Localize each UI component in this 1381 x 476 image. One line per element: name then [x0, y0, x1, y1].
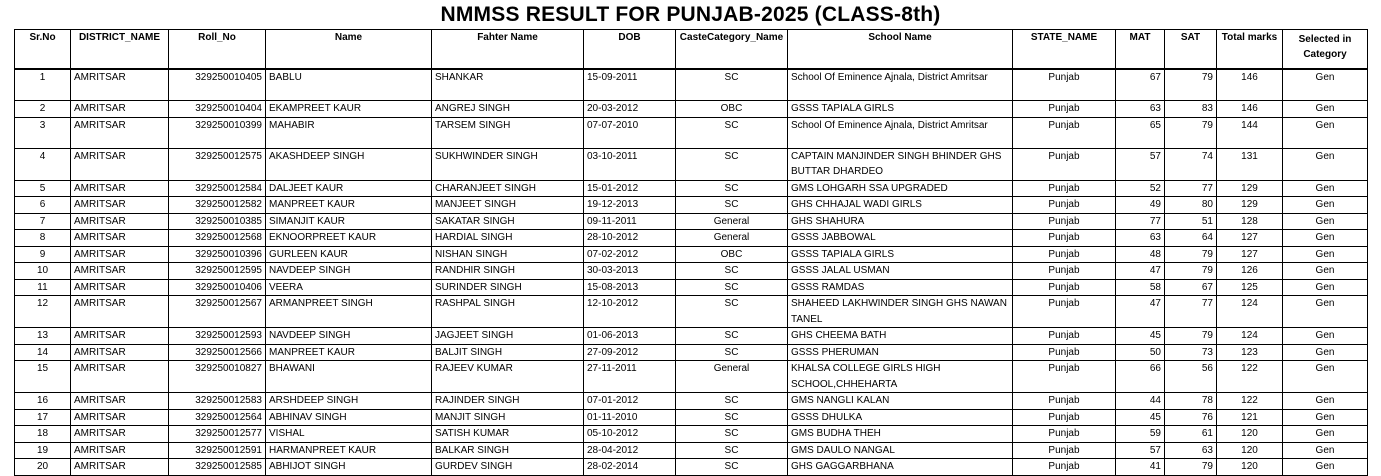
- table-row: [15, 426, 1368, 443]
- header-selected-category: Selected in Category: [1283, 30, 1368, 70]
- cell-state: Punjab: [1013, 213, 1116, 230]
- cell-mat: 49: [1116, 197, 1165, 214]
- cell-school-name: GSSS JABBOWAL: [788, 230, 1013, 247]
- cell-sr-no: 2: [15, 101, 71, 118]
- cell-total-marks: 124: [1217, 328, 1283, 345]
- cell-state: Punjab: [1013, 442, 1116, 459]
- cell-roll-no: 329250012566: [169, 344, 266, 361]
- cell-sr-no: 13: [15, 328, 71, 345]
- table-row: [15, 459, 1368, 476]
- cell-sr-no: 4: [15, 148, 71, 180]
- cell-mat: 63: [1116, 101, 1165, 118]
- cell-father-name: MANJEET SINGH: [432, 197, 584, 214]
- cell-mat: 57: [1116, 148, 1165, 180]
- cell-school-name: GMS LOHGARH SSA UPGRADED: [788, 180, 1013, 197]
- cell-roll-no: 329250012577: [169, 426, 266, 443]
- cell-mat: 45: [1116, 328, 1165, 345]
- page-title: NMMSS RESULT FOR PUNJAB-2025 (CLASS-8th): [440, 3, 941, 26]
- cell-school-name: GHS CHHAJAL WADI GIRLS: [788, 197, 1013, 214]
- cell-state: Punjab: [1013, 69, 1116, 101]
- cell-caste: SC: [676, 426, 788, 443]
- cell-father-name: RAJINDER SINGH: [432, 393, 584, 410]
- cell-roll-no: 329250012584: [169, 180, 266, 197]
- cell-mat: 45: [1116, 409, 1165, 426]
- cell-mat: 59: [1116, 426, 1165, 443]
- cell-total-marks: 120: [1217, 459, 1283, 476]
- cell-sat: 64: [1165, 230, 1217, 247]
- table-row: [15, 213, 1368, 230]
- cell-district: AMRITSAR: [71, 393, 169, 410]
- cell-sat: 77: [1165, 180, 1217, 197]
- cell-name: ARMANPREET SINGH: [266, 296, 432, 328]
- cell-caste: General: [676, 361, 788, 393]
- cell-sat: 79: [1165, 246, 1217, 263]
- cell-sr-no: 20: [15, 459, 71, 476]
- cell-mat: 77: [1116, 213, 1165, 230]
- cell-dob: 27-11-2011: [584, 361, 676, 393]
- cell-total-marks: 122: [1217, 393, 1283, 410]
- cell-school-name: GSSS TAPIALA GIRLS: [788, 101, 1013, 118]
- cell-total-marks: 128: [1217, 213, 1283, 230]
- cell-total-marks: 127: [1217, 230, 1283, 247]
- cell-roll-no: 329250010406: [169, 279, 266, 296]
- cell-total-marks: 120: [1217, 442, 1283, 459]
- cell-district: AMRITSAR: [71, 459, 169, 476]
- header-school-name: School Name: [788, 30, 1013, 70]
- cell-selected-category: Gen: [1283, 148, 1368, 180]
- cell-mat: 52: [1116, 180, 1165, 197]
- cell-state: Punjab: [1013, 117, 1116, 148]
- cell-total-marks: 127: [1217, 246, 1283, 263]
- cell-caste: SC: [676, 279, 788, 296]
- cell-name: SIMANJIT KAUR: [266, 213, 432, 230]
- table-body: [15, 69, 1368, 475]
- cell-selected-category: Gen: [1283, 69, 1368, 101]
- cell-caste: SC: [676, 296, 788, 328]
- cell-name: ARSHDEEP SINGH: [266, 393, 432, 410]
- table-row: [15, 393, 1368, 410]
- cell-district: AMRITSAR: [71, 279, 169, 296]
- cell-state: Punjab: [1013, 426, 1116, 443]
- cell-dob: 07-07-2010: [584, 117, 676, 148]
- cell-caste: SC: [676, 409, 788, 426]
- cell-name: EKAMPREET KAUR: [266, 101, 432, 118]
- cell-sr-no: 14: [15, 344, 71, 361]
- cell-state: Punjab: [1013, 393, 1116, 410]
- cell-selected-category: Gen: [1283, 117, 1368, 148]
- cell-school-name: School Of Eminence Ajnala, District Amritsar: [788, 69, 1013, 101]
- cell-sat: 67: [1165, 279, 1217, 296]
- cell-name: MANPREET KAUR: [266, 197, 432, 214]
- cell-roll-no: 329250010396: [169, 246, 266, 263]
- header-sr-no: Sr.No: [15, 30, 71, 70]
- cell-total-marks: 122: [1217, 361, 1283, 393]
- cell-selected-category: Gen: [1283, 361, 1368, 393]
- cell-name: VEERA: [266, 279, 432, 296]
- cell-dob: 19-12-2013: [584, 197, 676, 214]
- table-row: [15, 361, 1368, 393]
- cell-father-name: SUKHWINDER SINGH: [432, 148, 584, 180]
- cell-sr-no: 11: [15, 279, 71, 296]
- cell-father-name: ANGREJ SINGH: [432, 101, 584, 118]
- cell-selected-category: Gen: [1283, 263, 1368, 280]
- cell-mat: 50: [1116, 344, 1165, 361]
- cell-selected-category: Gen: [1283, 101, 1368, 118]
- cell-sat: 78: [1165, 393, 1217, 410]
- cell-name: NAVDEEP SINGH: [266, 328, 432, 345]
- cell-school-name: GHS GAGGARBHANA: [788, 459, 1013, 476]
- cell-mat: 66: [1116, 361, 1165, 393]
- cell-sr-no: 12: [15, 296, 71, 328]
- cell-school-name: GHS CHEEMA BATH: [788, 328, 1013, 345]
- header-total-marks: Total marks: [1217, 30, 1283, 70]
- cell-school-name: GMS BUDHA THEH: [788, 426, 1013, 443]
- table-row: [15, 148, 1368, 180]
- cell-sat: 61: [1165, 426, 1217, 443]
- cell-sat: 77: [1165, 296, 1217, 328]
- cell-mat: 57: [1116, 442, 1165, 459]
- cell-state: Punjab: [1013, 296, 1116, 328]
- cell-roll-no: 329250012593: [169, 328, 266, 345]
- cell-selected-category: Gen: [1283, 442, 1368, 459]
- cell-father-name: SATISH KUMAR: [432, 426, 584, 443]
- cell-sat: 63: [1165, 442, 1217, 459]
- cell-selected-category: Gen: [1283, 459, 1368, 476]
- cell-roll-no: 329250012568: [169, 230, 266, 247]
- table-row: [15, 344, 1368, 361]
- cell-name: AKASHDEEP SINGH: [266, 148, 432, 180]
- cell-sat: 79: [1165, 69, 1217, 101]
- cell-caste: General: [676, 213, 788, 230]
- header-district-name: DISTRICT_NAME: [71, 30, 169, 70]
- cell-total-marks: 129: [1217, 180, 1283, 197]
- cell-father-name: HARDIAL SINGH: [432, 230, 584, 247]
- header-roll-no: Roll_No: [169, 30, 266, 70]
- cell-name: NAVDEEP SINGH: [266, 263, 432, 280]
- cell-sat: 76: [1165, 409, 1217, 426]
- cell-school-name: School Of Eminence Ajnala, District Amritsar: [788, 117, 1013, 148]
- cell-selected-category: Gen: [1283, 426, 1368, 443]
- cell-dob: 28-02-2014: [584, 459, 676, 476]
- cell-dob: 09-11-2011: [584, 213, 676, 230]
- cell-district: AMRITSAR: [71, 328, 169, 345]
- cell-dob: 07-01-2012: [584, 393, 676, 410]
- cell-state: Punjab: [1013, 459, 1116, 476]
- header-dob: DOB: [584, 30, 676, 70]
- cell-state: Punjab: [1013, 230, 1116, 247]
- cell-caste: SC: [676, 117, 788, 148]
- cell-selected-category: Gen: [1283, 180, 1368, 197]
- cell-roll-no: 329250012582: [169, 197, 266, 214]
- cell-roll-no: 329250012591: [169, 442, 266, 459]
- cell-mat: 58: [1116, 279, 1165, 296]
- cell-name: ABHINAV SINGH: [266, 409, 432, 426]
- table-row: [15, 101, 1368, 118]
- cell-father-name: SHANKAR: [432, 69, 584, 101]
- cell-sat: 79: [1165, 117, 1217, 148]
- cell-mat: 47: [1116, 263, 1165, 280]
- table-row: [15, 197, 1368, 214]
- cell-name: HARMANPREET KAUR: [266, 442, 432, 459]
- cell-sat: 79: [1165, 459, 1217, 476]
- cell-father-name: RAJEEV KUMAR: [432, 361, 584, 393]
- cell-total-marks: 123: [1217, 344, 1283, 361]
- cell-mat: 65: [1116, 117, 1165, 148]
- cell-sat: 79: [1165, 328, 1217, 345]
- cell-caste: OBC: [676, 101, 788, 118]
- cell-sr-no: 16: [15, 393, 71, 410]
- cell-state: Punjab: [1013, 279, 1116, 296]
- cell-state: Punjab: [1013, 344, 1116, 361]
- cell-caste: SC: [676, 197, 788, 214]
- cell-sr-no: 6: [15, 197, 71, 214]
- cell-roll-no: 329250010404: [169, 101, 266, 118]
- cell-district: AMRITSAR: [71, 230, 169, 247]
- cell-caste: SC: [676, 459, 788, 476]
- cell-dob: 20-03-2012: [584, 101, 676, 118]
- cell-father-name: SURINDER SINGH: [432, 279, 584, 296]
- cell-selected-category: Gen: [1283, 393, 1368, 410]
- cell-total-marks: 126: [1217, 263, 1283, 280]
- table-row: [15, 180, 1368, 197]
- cell-caste: SC: [676, 148, 788, 180]
- cell-father-name: TARSEM SINGH: [432, 117, 584, 148]
- header-mat: MAT: [1116, 30, 1165, 70]
- cell-school-name: GSSS JALAL USMAN: [788, 263, 1013, 280]
- cell-roll-no: 329250012585: [169, 459, 266, 476]
- cell-caste: OBC: [676, 246, 788, 263]
- cell-father-name: GURDEV SINGH: [432, 459, 584, 476]
- cell-father-name: BALJIT SINGH: [432, 344, 584, 361]
- cell-district: AMRITSAR: [71, 180, 169, 197]
- cell-district: AMRITSAR: [71, 69, 169, 101]
- cell-sat: 83: [1165, 101, 1217, 118]
- cell-caste: SC: [676, 180, 788, 197]
- cell-dob: 01-06-2013: [584, 328, 676, 345]
- cell-district: AMRITSAR: [71, 213, 169, 230]
- cell-total-marks: 120: [1217, 426, 1283, 443]
- cell-state: Punjab: [1013, 409, 1116, 426]
- table-row: [15, 246, 1368, 263]
- cell-father-name: MANJIT SINGH: [432, 409, 584, 426]
- header-name: Name: [266, 30, 432, 70]
- cell-roll-no: 329250010399: [169, 117, 266, 148]
- cell-dob: 05-10-2012: [584, 426, 676, 443]
- cell-father-name: RANDHIR SINGH: [432, 263, 584, 280]
- results-table: [14, 29, 1368, 476]
- cell-district: AMRITSAR: [71, 296, 169, 328]
- cell-name: EKNOORPREET KAUR: [266, 230, 432, 247]
- cell-sr-no: 18: [15, 426, 71, 443]
- cell-caste: SC: [676, 442, 788, 459]
- cell-dob: 03-10-2011: [584, 148, 676, 180]
- cell-total-marks: 146: [1217, 101, 1283, 118]
- cell-dob: 12-10-2012: [584, 296, 676, 328]
- cell-mat: 48: [1116, 246, 1165, 263]
- cell-roll-no: 329250010385: [169, 213, 266, 230]
- cell-sat: 79: [1165, 263, 1217, 280]
- cell-dob: 28-04-2012: [584, 442, 676, 459]
- cell-sr-no: 7: [15, 213, 71, 230]
- table-row: [15, 230, 1368, 247]
- cell-selected-category: Gen: [1283, 328, 1368, 345]
- table-row: [15, 442, 1368, 459]
- cell-selected-category: Gen: [1283, 197, 1368, 214]
- cell-sr-no: 19: [15, 442, 71, 459]
- cell-roll-no: 329250012564: [169, 409, 266, 426]
- cell-state: Punjab: [1013, 361, 1116, 393]
- cell-dob: 01-11-2010: [584, 409, 676, 426]
- cell-dob: 15-01-2012: [584, 180, 676, 197]
- table-row: [15, 296, 1368, 328]
- cell-total-marks: 129: [1217, 197, 1283, 214]
- cell-father-name: RASHPAL SINGH: [432, 296, 584, 328]
- table-row: [15, 328, 1368, 345]
- cell-name: VISHAL: [266, 426, 432, 443]
- cell-caste: SC: [676, 69, 788, 101]
- cell-district: AMRITSAR: [71, 344, 169, 361]
- cell-roll-no: 329250010827: [169, 361, 266, 393]
- cell-dob: 30-03-2013: [584, 263, 676, 280]
- cell-selected-category: Gen: [1283, 279, 1368, 296]
- cell-dob: 15-09-2011: [584, 69, 676, 101]
- cell-father-name: BALKAR SINGH: [432, 442, 584, 459]
- cell-dob: 28-10-2012: [584, 230, 676, 247]
- cell-district: AMRITSAR: [71, 409, 169, 426]
- cell-school-name: GSSS DHULKA: [788, 409, 1013, 426]
- cell-state: Punjab: [1013, 197, 1116, 214]
- cell-school-name: KHALSA COLLEGE GIRLS HIGH SCHOOL,CHHEHARTA: [788, 361, 1013, 393]
- cell-school-name: GMS DAULO NANGAL: [788, 442, 1013, 459]
- cell-school-name: GSSS RAMDAS: [788, 279, 1013, 296]
- cell-district: AMRITSAR: [71, 361, 169, 393]
- cell-dob: 07-02-2012: [584, 246, 676, 263]
- cell-school-name: GMS NANGLI KALAN: [788, 393, 1013, 410]
- cell-state: Punjab: [1013, 328, 1116, 345]
- table-row: [15, 117, 1368, 148]
- cell-roll-no: 329250012595: [169, 263, 266, 280]
- cell-father-name: SAKATAR SINGH: [432, 213, 584, 230]
- cell-district: AMRITSAR: [71, 148, 169, 180]
- cell-name: ABHIJOT SINGH: [266, 459, 432, 476]
- cell-total-marks: 121: [1217, 409, 1283, 426]
- table-row: [15, 263, 1368, 280]
- table-row: [15, 409, 1368, 426]
- cell-total-marks: 125: [1217, 279, 1283, 296]
- cell-state: Punjab: [1013, 246, 1116, 263]
- header-caste-category: CasteCategory_Name: [676, 30, 788, 70]
- cell-name: DALJEET KAUR: [266, 180, 432, 197]
- cell-sat: 56: [1165, 361, 1217, 393]
- cell-sr-no: 10: [15, 263, 71, 280]
- cell-district: AMRITSAR: [71, 101, 169, 118]
- cell-selected-category: Gen: [1283, 409, 1368, 426]
- cell-name: MANPREET KAUR: [266, 344, 432, 361]
- cell-state: Punjab: [1013, 148, 1116, 180]
- cell-school-name: CAPTAIN MANJINDER SINGH BHINDER GHS BUTTAR DHARDEO: [788, 148, 1013, 180]
- cell-father-name: NISHAN SINGH: [432, 246, 584, 263]
- cell-father-name: CHARANJEET SINGH: [432, 180, 584, 197]
- cell-district: AMRITSAR: [71, 442, 169, 459]
- cell-district: AMRITSAR: [71, 197, 169, 214]
- cell-selected-category: Gen: [1283, 296, 1368, 328]
- table-header-row: [15, 30, 1368, 70]
- cell-sat: 73: [1165, 344, 1217, 361]
- table-row: [15, 69, 1368, 101]
- cell-school-name: GSSS PHERUMAN: [788, 344, 1013, 361]
- cell-dob: 27-09-2012: [584, 344, 676, 361]
- header-state-name: STATE_NAME: [1013, 30, 1116, 70]
- cell-total-marks: 146: [1217, 69, 1283, 101]
- cell-selected-category: Gen: [1283, 213, 1368, 230]
- cell-selected-category: Gen: [1283, 344, 1368, 361]
- cell-name: MAHABIR: [266, 117, 432, 148]
- cell-caste: SC: [676, 263, 788, 280]
- cell-name: GURLEEN KAUR: [266, 246, 432, 263]
- header-sat: SAT: [1165, 30, 1217, 70]
- cell-school-name: GSSS TAPIALA GIRLS: [788, 246, 1013, 263]
- cell-district: AMRITSAR: [71, 426, 169, 443]
- cell-sat: 51: [1165, 213, 1217, 230]
- cell-sr-no: 15: [15, 361, 71, 393]
- table-row: [15, 279, 1368, 296]
- header-father-name: Fahter Name: [432, 30, 584, 70]
- cell-sr-no: 8: [15, 230, 71, 247]
- cell-roll-no: 329250012567: [169, 296, 266, 328]
- cell-school-name: GHS SHAHURA: [788, 213, 1013, 230]
- cell-caste: General: [676, 230, 788, 247]
- cell-sr-no: 1: [15, 69, 71, 101]
- cell-state: Punjab: [1013, 180, 1116, 197]
- cell-father-name: JAGJEET SINGH: [432, 328, 584, 345]
- cell-mat: 63: [1116, 230, 1165, 247]
- cell-total-marks: 131: [1217, 148, 1283, 180]
- cell-state: Punjab: [1013, 101, 1116, 118]
- cell-mat: 47: [1116, 296, 1165, 328]
- cell-sr-no: 5: [15, 180, 71, 197]
- cell-name: BABLU: [266, 69, 432, 101]
- cell-caste: SC: [676, 328, 788, 345]
- cell-sr-no: 3: [15, 117, 71, 148]
- cell-mat: 67: [1116, 69, 1165, 101]
- cell-caste: SC: [676, 344, 788, 361]
- cell-dob: 15-08-2013: [584, 279, 676, 296]
- cell-name: BHAWANI: [266, 361, 432, 393]
- cell-state: Punjab: [1013, 263, 1116, 280]
- cell-district: AMRITSAR: [71, 117, 169, 148]
- cell-roll-no: 329250010405: [169, 69, 266, 101]
- cell-total-marks: 144: [1217, 117, 1283, 148]
- cell-school-name: SHAHEED LAKHWINDER SINGH GHS NAWAN TANEL: [788, 296, 1013, 328]
- cell-sr-no: 9: [15, 246, 71, 263]
- cell-sat: 74: [1165, 148, 1217, 180]
- cell-selected-category: Gen: [1283, 230, 1368, 247]
- cell-mat: 44: [1116, 393, 1165, 410]
- cell-sr-no: 17: [15, 409, 71, 426]
- cell-total-marks: 124: [1217, 296, 1283, 328]
- cell-district: AMRITSAR: [71, 246, 169, 263]
- cell-sat: 80: [1165, 197, 1217, 214]
- cell-selected-category: Gen: [1283, 246, 1368, 263]
- cell-roll-no: 329250012583: [169, 393, 266, 410]
- cell-district: AMRITSAR: [71, 263, 169, 280]
- cell-roll-no: 329250012575: [169, 148, 266, 180]
- cell-mat: 41: [1116, 459, 1165, 476]
- cell-caste: SC: [676, 393, 788, 410]
